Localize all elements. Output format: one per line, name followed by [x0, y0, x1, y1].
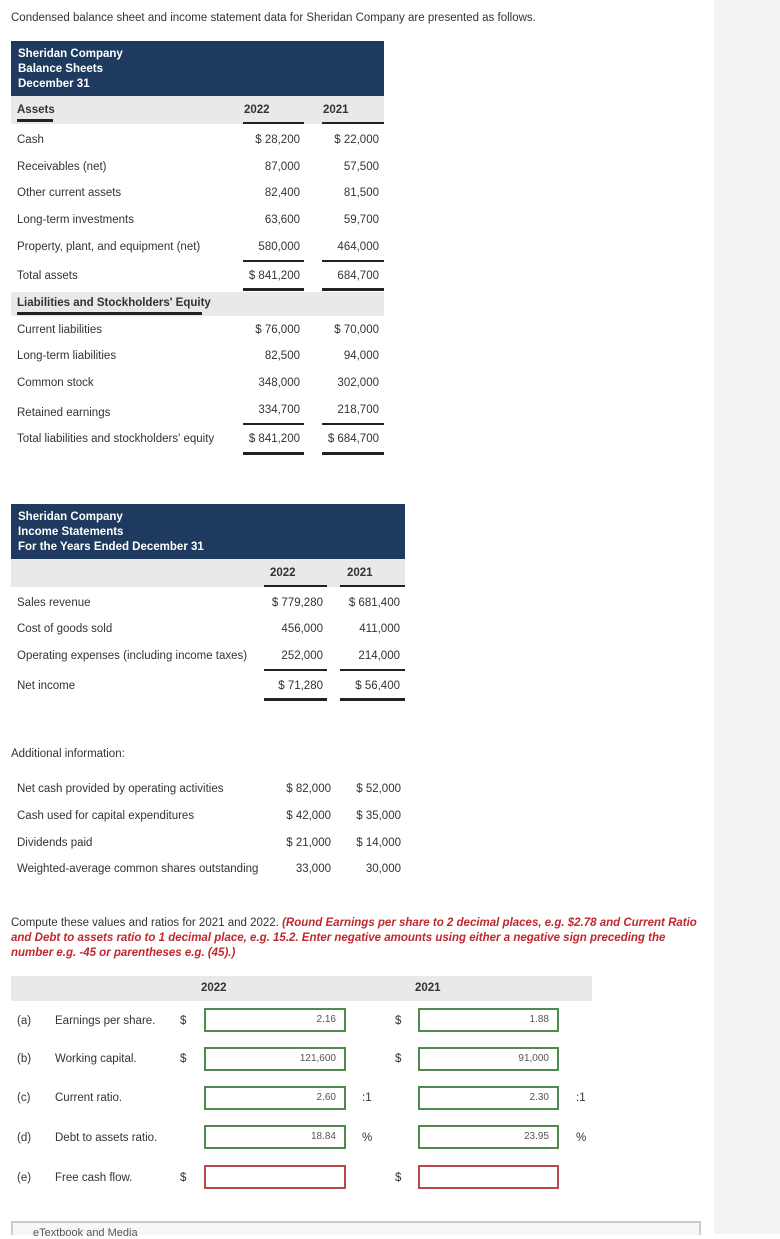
value-2022: 580,000: [258, 241, 300, 253]
right-gutter: [714, 0, 780, 1234]
row-label: Net cash provided by operating activities: [17, 783, 224, 795]
row-label: Cash used for capital expenditures: [17, 810, 195, 822]
dollar-sign: $: [395, 1172, 402, 1184]
etextbook-media-label: eTextbook and Media: [33, 1227, 138, 1239]
answer-label-free-cash-flow: Free cash flow.: [55, 1172, 133, 1184]
value-2022: 82,400: [264, 187, 300, 199]
ratio-suffix: :1: [576, 1092, 586, 1104]
dollar-sign: $: [180, 1172, 187, 1184]
value-2021: 57,500: [343, 161, 379, 173]
input-value: 2.16: [316, 1014, 336, 1025]
dollar-sign: $: [395, 1015, 402, 1027]
assets-heading: Assets: [17, 104, 55, 116]
is-col-2021: 2021: [347, 567, 373, 579]
row-label: Sales revenue: [17, 597, 91, 609]
value-2022: 334,700: [258, 404, 300, 416]
row-label: Cash: [17, 134, 44, 146]
is-col-2022: 2022: [270, 567, 296, 579]
row-label: Total liabilities and stockholders' equity: [17, 433, 215, 445]
value-2022: $ 779,280: [271, 597, 323, 609]
income-statement-colhead: [11, 559, 405, 587]
dollar-sign: $: [180, 1015, 187, 1027]
answer-label-eps: Earnings per share.: [55, 1015, 156, 1027]
value-2022: $ 28,200: [255, 134, 300, 146]
value-2021: $ 684,700: [327, 433, 379, 445]
bs-col-2022: 2022: [244, 104, 270, 116]
additional-info-title: Additional information:: [11, 748, 125, 760]
value-2021: $ 681,400: [348, 597, 400, 609]
value-2021: 81,500: [343, 187, 379, 199]
value-2022: $ 841,200: [248, 433, 300, 445]
free-cash-flow-2021-input[interactable]: [418, 1165, 559, 1189]
row-label: Current liabilities: [17, 324, 103, 336]
eps-2021-input[interactable]: [418, 1008, 559, 1032]
value-2021: $ 52,000: [356, 783, 401, 795]
value-2021: 94,000: [343, 350, 379, 362]
value-2021: 464,000: [337, 241, 379, 253]
answer-col-2022: 2022: [201, 982, 227, 994]
input-value: 18.84: [310, 1131, 336, 1142]
input-value: 91,000: [518, 1053, 549, 1064]
value-2022: 87,000: [264, 161, 300, 173]
free-cash-flow-2022-input[interactable]: [204, 1165, 346, 1189]
instructions-rounding-note: (Round Earnings per share to 2 decimal places, e.g. $2.78 and Current Ratio and Debt to assets ratio to 1 decimal place, e.g. 15.2. Enter negative amounts using either a negative sign preceding the number e.g. -45 or parentheses e.g. (45).): [11, 917, 697, 959]
ratio-suffix: :1: [362, 1092, 372, 1104]
value-2022: 63,600: [264, 214, 300, 226]
value-2021: 30,000: [365, 863, 401, 875]
input-value: 1.88: [529, 1014, 549, 1025]
row-label: Weighted-average common shares outstanding: [17, 863, 259, 875]
value-2022: 252,000: [281, 650, 323, 662]
intro-text: Condensed balance sheet and income statement data for Sheridan Company are presented as follows.: [11, 12, 536, 24]
row-label: Cost of goods sold: [17, 623, 113, 635]
bs-col-2021: 2021: [323, 104, 349, 116]
row-label: Total assets: [17, 270, 78, 282]
dollar-sign: $: [180, 1053, 187, 1065]
liabilities-heading: Liabilities and Stockholders' Equity: [17, 297, 211, 309]
value-2022: $ 76,000: [255, 324, 300, 336]
answer-label-working-capital: Working capital.: [55, 1053, 137, 1065]
answer-letter: (c): [17, 1092, 31, 1104]
value-2022: 348,000: [258, 377, 300, 389]
input-value: 23.95: [523, 1131, 549, 1142]
value-2021: 214,000: [358, 650, 400, 662]
row-label: Other current assets: [17, 187, 122, 199]
value-2022: $ 21,000: [286, 837, 331, 849]
value-2022: $ 42,000: [286, 810, 331, 822]
percent-suffix: %: [576, 1132, 587, 1144]
row-label: Common stock: [17, 377, 94, 389]
value-2021: 684,700: [337, 270, 379, 282]
answer-label-current-ratio: Current ratio.: [55, 1092, 123, 1104]
value-2022: $ 82,000: [286, 783, 331, 795]
row-label: Long-term investments: [17, 214, 134, 226]
answer-grid-header: [11, 976, 592, 1001]
input-value: 2.60: [316, 1092, 336, 1103]
row-label: Retained earnings: [17, 407, 111, 419]
value-2022: 456,000: [281, 623, 323, 635]
value-2021: 411,000: [359, 623, 400, 635]
value-2022: 82,500: [264, 350, 300, 362]
working-capital-2021-input[interactable]: [418, 1047, 559, 1071]
input-value: 2.30: [529, 1092, 549, 1103]
statement-period: For the Years Ended December 31: [18, 541, 204, 553]
current-ratio-2022-input[interactable]: [204, 1086, 346, 1110]
working-capital-2022-input[interactable]: [204, 1047, 346, 1071]
statement-title: Balance Sheets: [18, 63, 104, 75]
row-label: Long-term liabilities: [17, 350, 117, 362]
balance-sheet-header: [11, 41, 384, 96]
answer-letter: (d): [17, 1132, 32, 1144]
value-2021: $ 56,400: [355, 680, 400, 692]
instructions-plain: Compute these values and ratios for 2021 and 2022.: [11, 917, 279, 929]
input-value: 121,600: [299, 1053, 336, 1064]
answer-label-debt-to-assets: Debt to assets ratio.: [55, 1132, 158, 1144]
current-ratio-2021-input[interactable]: [418, 1086, 559, 1110]
debt-to-assets-2022-input[interactable]: [204, 1125, 346, 1149]
percent-suffix: %: [362, 1132, 373, 1144]
dollar-sign: $: [395, 1053, 402, 1065]
statement-title: Income Statements: [18, 526, 124, 538]
row-label: Dividends paid: [17, 837, 93, 849]
company-name: Sheridan Company: [18, 511, 123, 523]
row-label: Operating expenses (including income taxes): [17, 650, 248, 662]
eps-2022-input[interactable]: [204, 1008, 346, 1032]
value-2021: 302,000: [337, 377, 379, 389]
value-2022: $ 841,200: [248, 270, 300, 282]
value-2021: $ 14,000: [356, 837, 401, 849]
value-2022: $ 71,280: [278, 680, 323, 692]
value-2021: 59,700: [343, 214, 379, 226]
value-2021: $ 35,000: [356, 810, 401, 822]
etextbook-media-panel[interactable]: [11, 1221, 701, 1239]
debt-to-assets-2021-input[interactable]: [418, 1125, 559, 1149]
value-2021: 218,700: [337, 404, 379, 416]
statement-date: December 31: [18, 78, 90, 90]
value-2021: $ 22,000: [334, 134, 379, 146]
answer-col-2021: 2021: [415, 982, 441, 994]
value-2022: 33,000: [295, 863, 331, 875]
row-label: Property, plant, and equipment (net): [17, 241, 201, 253]
row-label: Net income: [17, 680, 76, 692]
answer-letter: (b): [17, 1053, 32, 1065]
answer-letter: (e): [17, 1172, 32, 1184]
income-statement-header: [11, 504, 405, 559]
answer-letter: (a): [17, 1015, 32, 1027]
instructions: [11, 916, 701, 961]
company-name: Sheridan Company: [18, 48, 123, 60]
value-2021: $ 70,000: [334, 324, 379, 336]
row-label: Receivables (net): [17, 161, 107, 173]
